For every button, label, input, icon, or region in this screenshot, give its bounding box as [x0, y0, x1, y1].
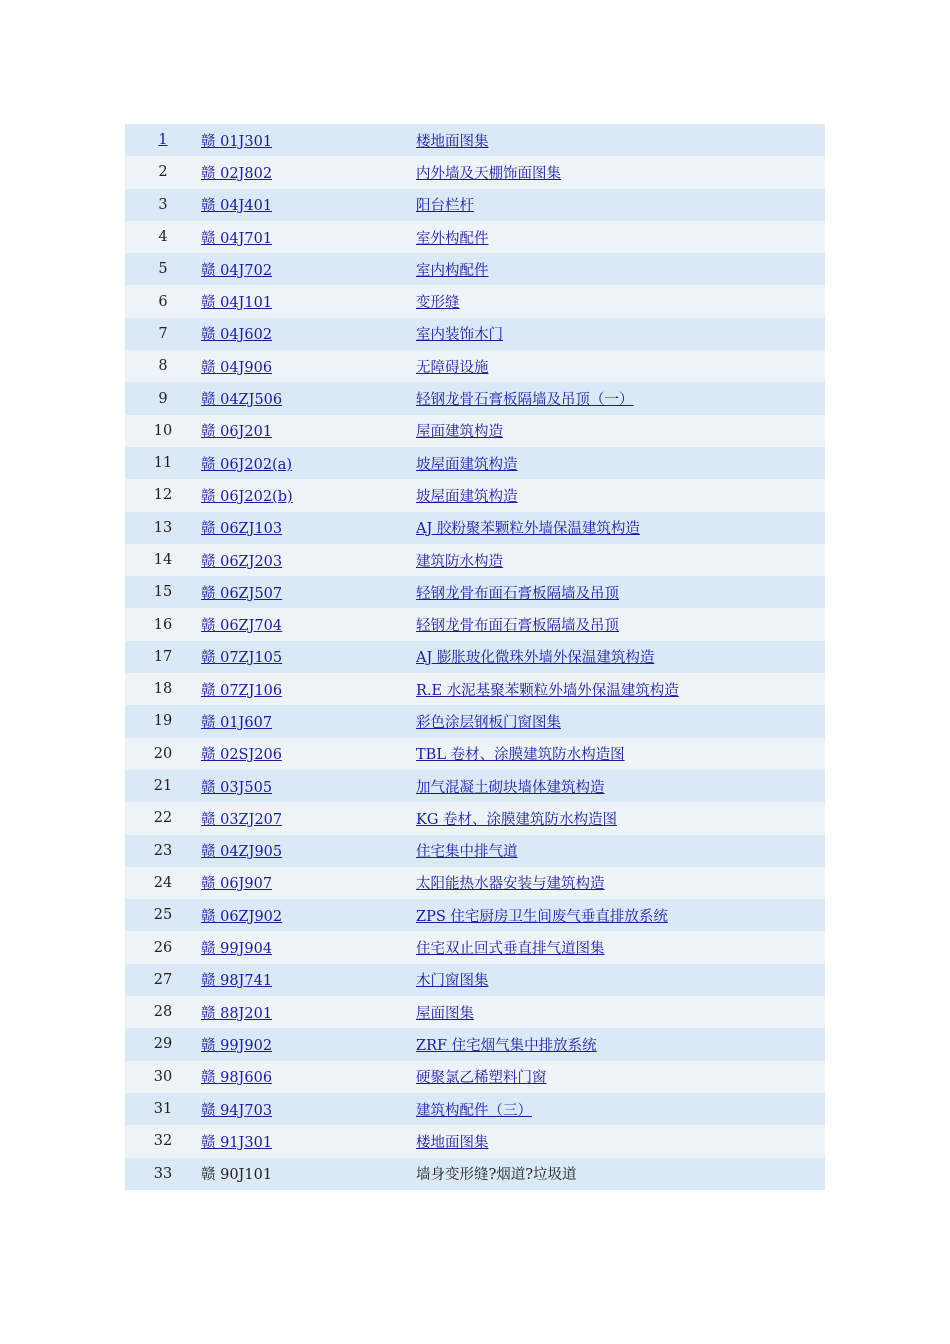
atlas-code-link[interactable]: 赣 02J802 — [201, 165, 273, 182]
row-number-cell — [125, 608, 201, 640]
table-row — [125, 1125, 825, 1157]
atlas-code-cell — [201, 221, 416, 253]
row-number: 27 — [153, 971, 173, 988]
atlas-code-cell — [201, 382, 416, 414]
row-number-cell — [125, 156, 201, 188]
atlas-code-cell — [201, 544, 416, 576]
atlas-name-link[interactable]: 阳台栏杆 — [416, 198, 474, 215]
row-number-cell — [125, 447, 201, 479]
table-row — [125, 996, 825, 1028]
atlas-name-cell — [416, 1158, 825, 1190]
table-row — [125, 318, 825, 350]
table-row — [125, 608, 825, 640]
atlas-name-link[interactable]: 太阳能热水器安装与建筑构造 — [416, 876, 605, 893]
row-number-cell — [125, 964, 201, 996]
atlas-name-cell — [416, 447, 825, 479]
atlas-code-link[interactable]: 赣 99J904 — [201, 941, 273, 958]
atlas-code-link[interactable]: 赣 06ZJ103 — [201, 521, 283, 538]
table-row — [125, 641, 825, 673]
row-number-cell — [125, 221, 201, 253]
row-number: 5 — [158, 261, 168, 278]
row-number-cell — [125, 318, 201, 350]
table-row — [125, 705, 825, 737]
atlas-name-cell — [416, 156, 825, 188]
atlas-code-link[interactable]: 赣 03ZJ207 — [201, 811, 283, 828]
atlas-code-cell — [201, 512, 416, 544]
row-number: 26 — [153, 939, 173, 956]
atlas-name-cell — [416, 1125, 825, 1157]
row-number: 18 — [153, 681, 173, 698]
table-row — [125, 964, 825, 996]
row-number: 13 — [153, 519, 173, 536]
table-row — [125, 285, 825, 317]
row-number-cell — [125, 576, 201, 608]
row-number-cell — [125, 867, 201, 899]
atlas-code-text: 赣 90J101 — [201, 1167, 273, 1184]
atlas-name-cell — [416, 641, 825, 673]
atlas-code-link[interactable]: 赣 03J505 — [201, 779, 273, 796]
row-number: 10 — [153, 422, 173, 439]
row-number-cell — [125, 1028, 201, 1060]
atlas-name-link[interactable]: TBL 卷材、涂膜建筑防水构造图 — [416, 747, 625, 764]
atlas-name-link[interactable]: 轻钢龙骨石膏板隔墙及吊顶（一） — [416, 392, 634, 409]
row-number-cell — [125, 544, 201, 576]
table-row — [125, 253, 825, 285]
row-number: 20 — [153, 745, 173, 762]
atlas-name-cell — [416, 189, 825, 221]
atlas-code-link[interactable]: 赣 06ZJ902 — [201, 908, 283, 925]
atlas-code-cell — [201, 964, 416, 996]
atlas-name-link[interactable]: 变形缝 — [416, 295, 460, 312]
row-number-cell — [125, 641, 201, 673]
atlas-name-cell — [416, 544, 825, 576]
atlas-name-cell — [416, 608, 825, 640]
atlas-name-cell — [416, 479, 825, 511]
standards-table — [125, 124, 825, 1190]
atlas-code-cell — [201, 673, 416, 705]
atlas-name-link[interactable]: ZRF 住宅烟气集中排放系统 — [416, 1037, 597, 1054]
atlas-name-link[interactable]: ZPS 住宅厨房卫生间废气垂直排放系统 — [416, 908, 668, 925]
row-number-cell — [125, 738, 201, 770]
row-number: 6 — [158, 293, 168, 310]
atlas-name-link[interactable]: 坡屋面建筑构造 — [416, 456, 518, 473]
atlas-name-cell — [416, 221, 825, 253]
atlas-code-link[interactable]: 赣 04J401 — [201, 198, 273, 215]
atlas-name-cell — [416, 673, 825, 705]
table-row — [125, 770, 825, 802]
atlas-name-text: 墙身变形缝?烟道?垃圾道 — [416, 1167, 577, 1184]
atlas-code-cell — [201, 608, 416, 640]
atlas-code-cell — [201, 156, 416, 188]
atlas-name-link[interactable]: 建筑构配件（三） — [416, 1102, 532, 1119]
row-number-cell — [125, 350, 201, 382]
atlas-code-link[interactable]: 赣 06ZJ203 — [201, 553, 283, 570]
atlas-code-link[interactable]: 赣 91J301 — [201, 1134, 273, 1151]
atlas-name-link[interactable]: 内外墙及天棚饰面图集 — [416, 165, 561, 182]
atlas-code-link[interactable]: 赣 98J606 — [201, 1070, 273, 1087]
atlas-name-link[interactable]: 楼地面图集 — [416, 133, 489, 150]
atlas-code-cell — [201, 1028, 416, 1060]
row-number: 23 — [153, 842, 173, 859]
table-row — [125, 899, 825, 931]
atlas-name-link[interactable]: 室内装饰木门 — [416, 327, 503, 344]
atlas-code-link[interactable]: 赣 94J703 — [201, 1102, 273, 1119]
row-number-cell — [125, 673, 201, 705]
row-number-cell — [125, 802, 201, 834]
atlas-code-cell — [201, 1093, 416, 1125]
atlas-name-cell — [416, 996, 825, 1028]
row-number-cell — [125, 124, 201, 156]
atlas-code-cell — [201, 1061, 416, 1093]
row-number-cell — [125, 1061, 201, 1093]
atlas-name-cell — [416, 1061, 825, 1093]
table-row — [125, 835, 825, 867]
atlas-name-cell — [416, 931, 825, 963]
row-number: 17 — [153, 648, 173, 665]
atlas-name-link[interactable]: 楼地面图集 — [416, 1134, 489, 1151]
row-number-cell — [125, 382, 201, 414]
atlas-name-cell — [416, 512, 825, 544]
atlas-name-cell — [416, 285, 825, 317]
atlas-name-link[interactable]: 木门窗图集 — [416, 973, 489, 990]
row-number: 8 — [158, 358, 168, 375]
row-number-cell — [125, 479, 201, 511]
row-number-cell — [125, 835, 201, 867]
atlas-code-link[interactable]: 赣 01J607 — [201, 714, 273, 731]
atlas-name-cell — [416, 867, 825, 899]
atlas-code-cell — [201, 285, 416, 317]
atlas-code-cell — [201, 899, 416, 931]
row-number-cell — [125, 253, 201, 285]
atlas-code-cell — [201, 867, 416, 899]
atlas-code-cell — [201, 479, 416, 511]
atlas-code-cell — [201, 835, 416, 867]
row-number-cell — [125, 1125, 201, 1157]
row-number: 29 — [153, 1036, 173, 1053]
atlas-code-link[interactable]: 赣 04ZJ506 — [201, 392, 283, 409]
atlas-name-cell — [416, 802, 825, 834]
atlas-name-link[interactable]: 轻钢龙骨布面石膏板隔墙及吊顶 — [416, 585, 619, 602]
row-number-cell — [125, 770, 201, 802]
atlas-code-link[interactable]: 赣 01J301 — [201, 133, 273, 150]
row-number: 25 — [153, 907, 173, 924]
row-number: 24 — [153, 874, 173, 891]
atlas-name-link[interactable]: AJ 胶粉聚苯颗粒外墙保温建筑构造 — [416, 521, 640, 538]
table-row — [125, 544, 825, 576]
row-number: 32 — [153, 1133, 173, 1150]
atlas-name-cell — [416, 350, 825, 382]
row-number: 3 — [158, 196, 168, 213]
atlas-code-cell — [201, 415, 416, 447]
atlas-name-cell — [416, 964, 825, 996]
atlas-name-link[interactable]: KG 卷材、涂膜建筑防水构造图 — [416, 811, 618, 828]
atlas-code-cell — [201, 447, 416, 479]
atlas-name-link[interactable]: 建筑防水构造 — [416, 553, 503, 570]
table-body — [125, 124, 825, 1190]
table-row — [125, 415, 825, 447]
atlas-code-link[interactable]: 赣 88J201 — [201, 1005, 273, 1022]
table-row — [125, 189, 825, 221]
atlas-code-link[interactable]: 赣 04J702 — [201, 262, 273, 279]
atlas-name-cell — [416, 738, 825, 770]
row-number-cell — [125, 1093, 201, 1125]
row-number: 33 — [153, 1165, 173, 1182]
row-number: 28 — [153, 1004, 173, 1021]
row-number: 11 — [153, 455, 173, 472]
atlas-name-link[interactable]: AJ 膨胀玻化微珠外墙外保温建筑构造 — [416, 650, 655, 667]
row-number-cell — [125, 1158, 201, 1190]
atlas-code-link[interactable]: 赣 06J202(a) — [201, 456, 293, 473]
row-number-cell — [125, 512, 201, 544]
table-row — [125, 447, 825, 479]
table-row — [125, 1093, 825, 1125]
atlas-code-cell — [201, 253, 416, 285]
atlas-name-cell — [416, 835, 825, 867]
atlas-code-link[interactable]: 赣 99J902 — [201, 1037, 273, 1054]
atlas-name-link[interactable]: 室内构配件 — [416, 262, 489, 279]
atlas-name-cell — [416, 899, 825, 931]
row-number: 7 — [158, 325, 168, 342]
table-row — [125, 156, 825, 188]
atlas-code-cell — [201, 931, 416, 963]
table-row — [125, 1158, 825, 1190]
row-number-cell — [125, 189, 201, 221]
row-number: 4 — [158, 229, 168, 246]
atlas-code-link[interactable]: 赣 04J701 — [201, 230, 273, 247]
row-number-cell — [125, 705, 201, 737]
table-row — [125, 382, 825, 414]
atlas-code-link[interactable]: 赣 06J202(b) — [201, 488, 293, 505]
table-row — [125, 673, 825, 705]
atlas-code-cell — [201, 738, 416, 770]
atlas-code-link[interactable]: 赣 07ZJ106 — [201, 682, 283, 699]
atlas-name-link[interactable]: 住宅双止回式垂直排气道图集 — [416, 941, 605, 958]
atlas-code-cell — [201, 641, 416, 673]
atlas-code-link[interactable]: 赣 06J907 — [201, 876, 273, 893]
table-row — [125, 802, 825, 834]
atlas-code-link[interactable]: 赣 04J101 — [201, 295, 273, 312]
atlas-code-cell — [201, 770, 416, 802]
table-row — [125, 576, 825, 608]
row-number: 9 — [158, 390, 168, 407]
table-row — [125, 479, 825, 511]
atlas-code-link[interactable]: 赣 07ZJ105 — [201, 650, 283, 667]
atlas-name-cell — [416, 124, 825, 156]
table-row — [125, 221, 825, 253]
table-row — [125, 931, 825, 963]
atlas-name-link[interactable]: 无障碍设施 — [416, 359, 489, 376]
row-number: 14 — [153, 552, 173, 568]
atlas-name-cell — [416, 705, 825, 737]
atlas-code-cell — [201, 350, 416, 382]
atlas-name-link[interactable]: 室外构配件 — [416, 230, 489, 247]
atlas-code-cell — [201, 802, 416, 834]
row-number: 31 — [153, 1101, 173, 1118]
table-row — [125, 1028, 825, 1060]
atlas-name-cell — [416, 576, 825, 608]
row-number: 30 — [153, 1068, 173, 1085]
atlas-name-link[interactable]: 加气混凝土砌块墙体建筑构造 — [416, 779, 605, 796]
atlas-code-cell — [201, 124, 416, 156]
atlas-code-cell — [201, 705, 416, 737]
row-number: 2 — [158, 164, 168, 181]
table-row — [125, 350, 825, 382]
atlas-name-link[interactable]: 屋面建筑构造 — [416, 424, 503, 441]
atlas-code-cell — [201, 1158, 416, 1190]
row-number-cell — [125, 931, 201, 963]
atlas-name-link[interactable]: R.E 水泥基聚苯颗粒外墙外保温建筑构造 — [416, 682, 679, 699]
atlas-name-cell — [416, 318, 825, 350]
table-row — [125, 1061, 825, 1093]
atlas-code-link[interactable]: 赣 06J201 — [201, 424, 273, 441]
row-number: 15 — [153, 584, 173, 601]
row-number-cell — [125, 285, 201, 317]
table-row — [125, 512, 825, 544]
atlas-code-link[interactable]: 赣 04J602 — [201, 327, 273, 344]
row-number-cell — [125, 996, 201, 1028]
atlas-code-cell — [201, 996, 416, 1028]
atlas-code-cell — [201, 576, 416, 608]
atlas-code-link[interactable]: 赣 04J906 — [201, 359, 273, 376]
atlas-name-link[interactable]: 住宅集中排气道 — [416, 844, 518, 861]
atlas-name-cell — [416, 1028, 825, 1060]
atlas-name-cell — [416, 253, 825, 285]
row-number: 22 — [153, 810, 173, 827]
row-number-cell — [125, 415, 201, 447]
table-row — [125, 124, 825, 156]
atlas-code-link[interactable]: 赣 06ZJ507 — [201, 585, 283, 602]
atlas-code-cell — [201, 318, 416, 350]
row-number: 16 — [153, 616, 173, 633]
row-number-cell — [125, 899, 201, 931]
atlas-name-cell — [416, 382, 825, 414]
atlas-name-cell — [416, 1093, 825, 1125]
atlas-code-link[interactable]: 赣 06ZJ704 — [201, 618, 283, 635]
table-row — [125, 738, 825, 770]
atlas-code-cell — [201, 1125, 416, 1157]
table-row — [125, 867, 825, 899]
atlas-name-link[interactable]: 彩色涂层钢板门窗图集 — [416, 714, 561, 731]
row-number: 19 — [153, 713, 173, 730]
atlas-name-cell — [416, 415, 825, 447]
row-number: 21 — [153, 778, 173, 795]
atlas-code-cell — [201, 189, 416, 221]
atlas-name-link[interactable]: 轻钢龙骨布面石膏板隔墙及吊顶 — [416, 618, 619, 635]
row-number-link[interactable]: 1 — [158, 132, 168, 149]
atlas-name-link[interactable]: 硬聚氯乙稀塑料门窗 — [416, 1070, 547, 1087]
row-number: 12 — [153, 487, 173, 504]
atlas-code-link[interactable]: 赣 04ZJ905 — [201, 844, 283, 861]
atlas-name-cell — [416, 770, 825, 802]
atlas-code-link[interactable]: 赣 98J741 — [201, 973, 273, 990]
atlas-name-link[interactable]: 坡屋面建筑构造 — [416, 488, 518, 505]
atlas-code-link[interactable]: 赣 02SJ206 — [201, 747, 282, 764]
atlas-name-link[interactable]: 屋面图集 — [416, 1005, 474, 1022]
